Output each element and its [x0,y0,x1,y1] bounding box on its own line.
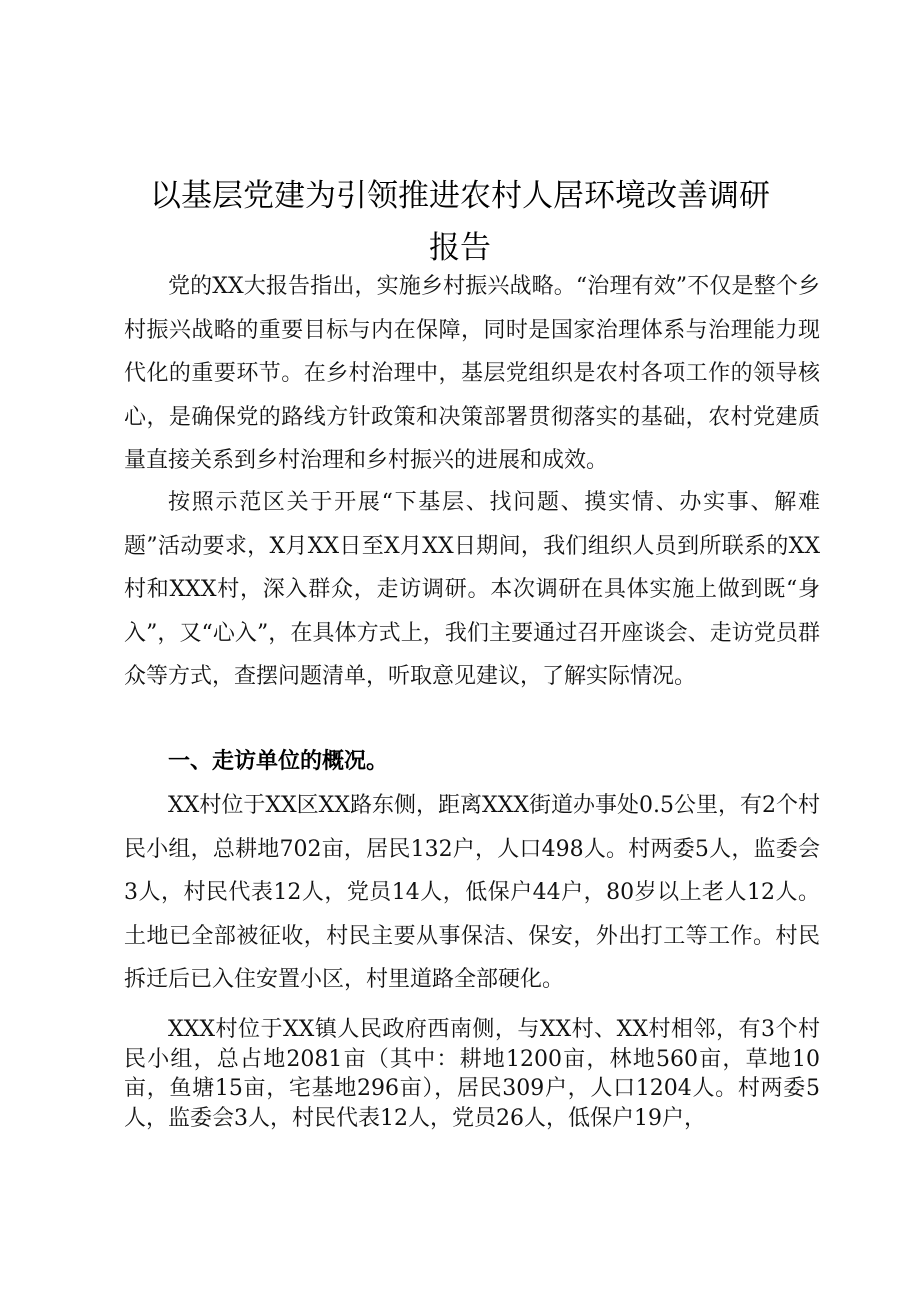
activity-paragraph: 按照示范区关于开展“下基层、找问题、摸实情、办实事、解难题”活动要求，X月XX日至X月XX日期间，我们组织人员到所联系的XX村和XXX村，深入群众，走访调研。本次调研在具体实施上做到既“身入”，又“心入”，在具体方式上，我们主要通过召开座谈会、走访党员群众等方式，查摆问题清单，听取意见建议，了解实际情况。 [124,490,820,690]
section-heading: 一、走访单位的概况。 [168,749,389,774]
intro-paragraph: 党的XX大报告指出，实施乡村振兴战略。“治理有效”不仅是整个乡村振兴战略的重要目标与内在保障，同时是国家治理体系与治理能力现代化的重要环节。在乡村治理中，基层党组织是农村各项工作的领导核心，是确保党的路线方针政策和决策部署贯彻落实的基础，农村党建质量直接关系到乡村治理和乡村振兴的进展和成效。 [124,274,820,474]
document-title-line-1: 以基层党建为引领推进农村人居环境改善调研 [150,178,770,214]
village-1-paragraph: XX村位于XX区XX路东侧，距离XXX街道办事处0.5公里，有2个村民小组，总耕地702亩，居民132户，人口498人。村两委5人，监委会3人，村民代表12人，党员14人，低保户44户，80岁以上老人12人。土地已全部被征收，村民主要从事保洁、保安，外出打工等工作。村民拆迁后已入住安置小区，村里道路全部硬化。 [124,793,820,993]
village-2-paragraph: XXX村位于XX镇人民政府西南侧，与XX村、XX村相邻，有3个村民小组，总占地2081亩（其中：耕地1200亩，林地560亩，草地10亩，鱼塘15亩，宅基地296亩），居民309户，人口1204人。村两委5人，监委会3人，村民代表12人，党员26人，低保户19户， [124,1017,820,1131]
document-title-line-2: 报告 [429,230,491,266]
